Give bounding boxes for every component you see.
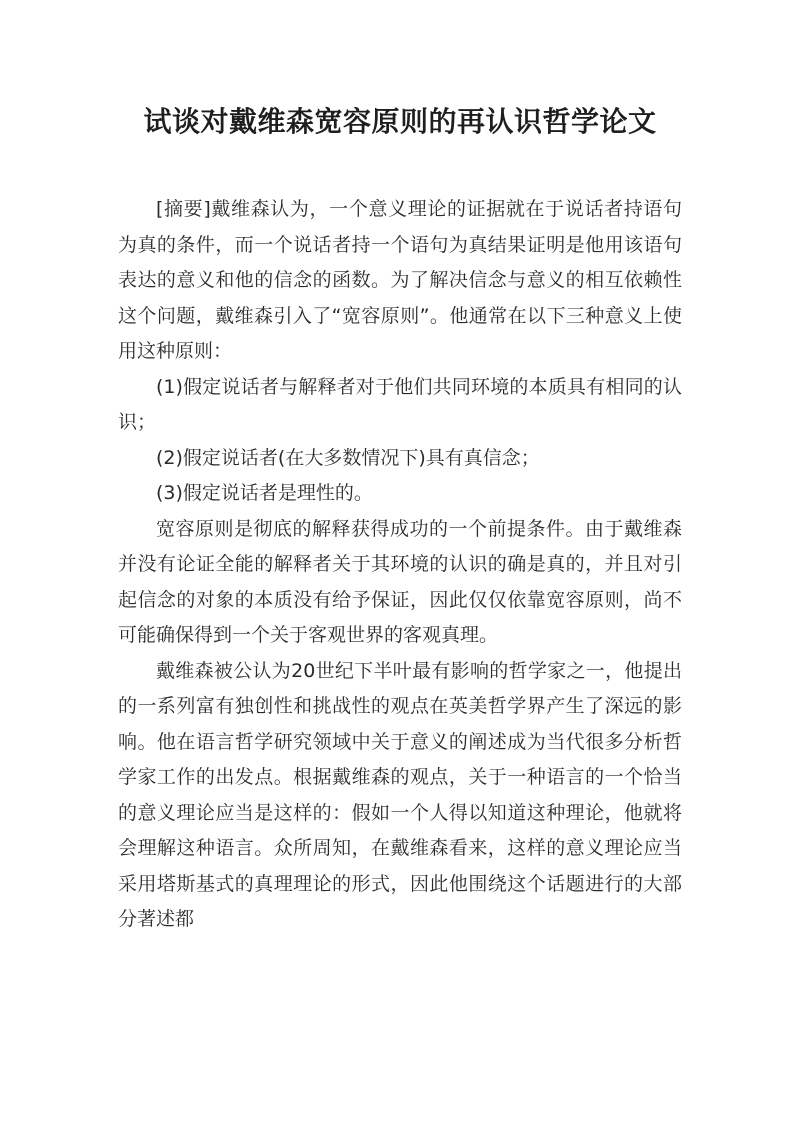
document-body [118, 192, 682, 938]
paragraph-item-2: (2)假定说话者(在大多数情况下)具有真信念； [156, 446, 540, 469]
paragraph-introduction: 戴维森被公认为20世纪下半叶最有影响的哲学家之一，他提出的一系列富有独创性和挑战性的观点在英美哲学界产生了深远的影响。他在语言哲学研究领域中关于意义的阐述成为当代很多分析哲学家工作的出发点。根据戴维森的观点，关于一种语言的一个恰当的意义理论应当是这样的：假如一个人得以知道这种理论，他就将会理解这种语言。众所周知，在戴维森看来，这样的意义理论应当采用塔斯基式的真理理论的形式，因此他围绕这个话题进行的大部分著述都 [118, 659, 682, 930]
document-title: 试谈对戴维森宽容原则的再认识哲学论文 [143, 105, 657, 138]
paragraph-item-3: (3)假定说话者是理性的。 [156, 482, 373, 504]
paragraph-abstract: [摘要]戴维森认为，一个意义理论的证据就在于说话者持语句为真的条件，而一个说话者持一个语句为真结果证明是他用该语句表达的意义和他的信念的函数。为了解决信念与意义的相互依赖性这个问题，戴维森引入了“宽容原则”。他通常在以下三种意义上使用这种原则： [118, 198, 682, 362]
paragraph-premise: 宽容原则是彻底的解释获得成功的一个前提条件。由于戴维森并没有论证全能的解释者关于其环境的认识的确是真的，并且对引起信念的对象的本质没有给予保证，因此仅仅依靠宽容原则，尚不可能确保得到一个关于客观世界的客观真理。 [118, 517, 682, 646]
paragraph-item-1: (1)假定说话者与解释者对于他们共同环境的本质具有相同的认识； [118, 375, 682, 433]
